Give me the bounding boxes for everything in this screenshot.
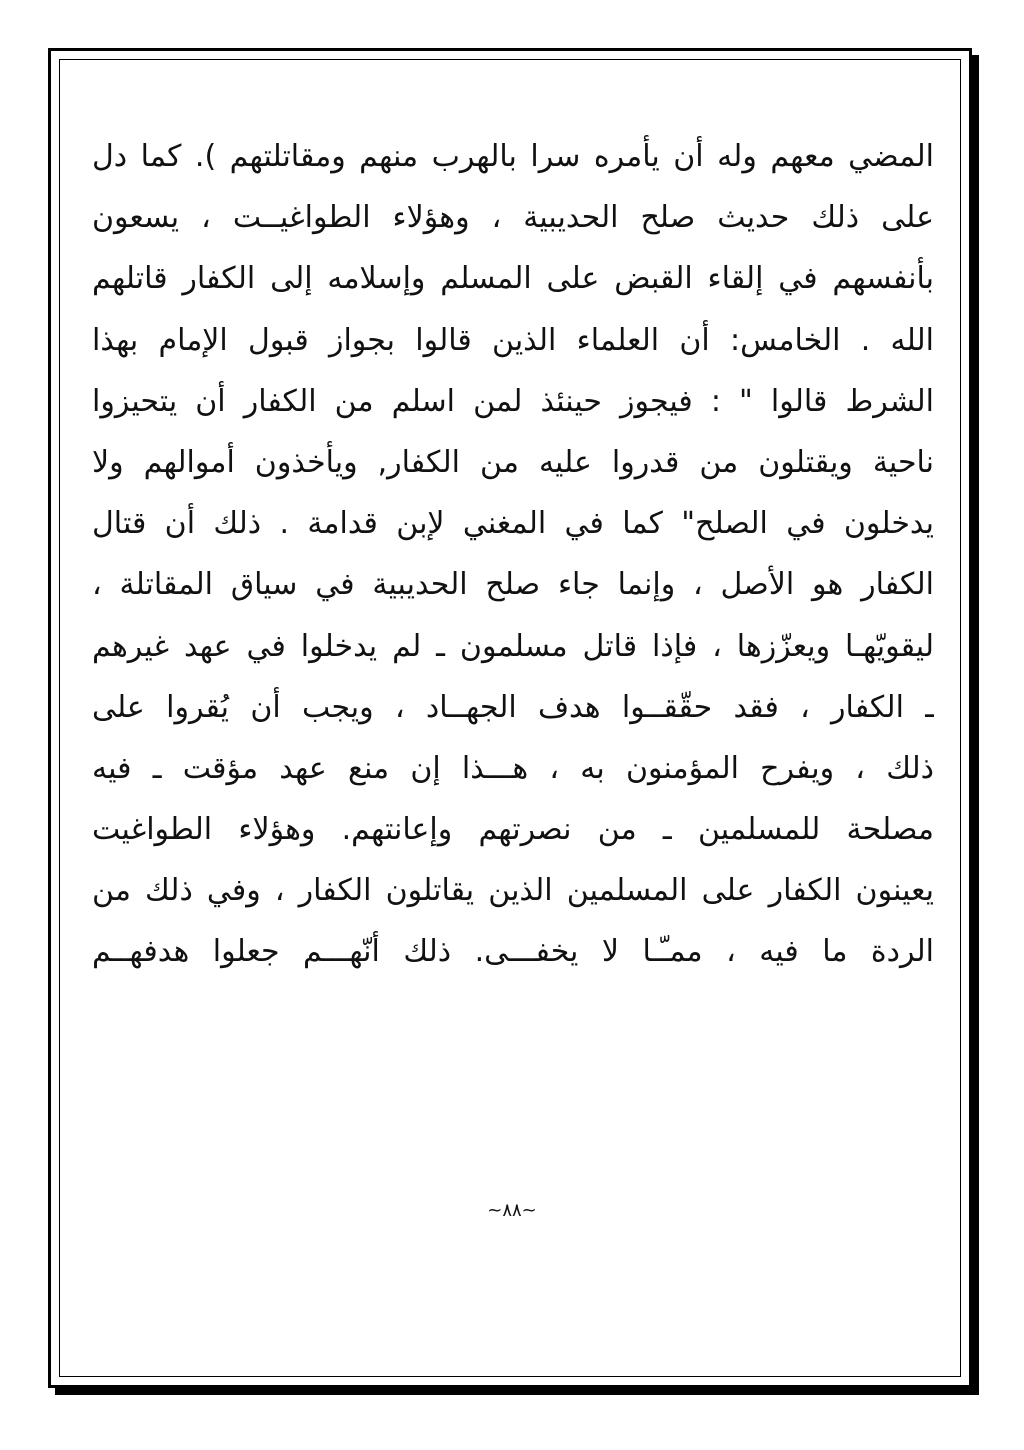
text-line: مصلحة للمسلمين ـ من نصرتهم وإعانتهم. وهؤلاء الطواغيت (92, 812, 934, 848)
body-text (92, 126, 934, 983)
text-line: ناحية ويقتلون من قدروا عليه من الكفار, ويأخذون أموالهم ولا (92, 444, 934, 480)
text-line: الشرط قالوا " : فيجوز حينئذ لمن اسلم من الكفار أن يتحيزوا (92, 383, 934, 419)
text-line: ليقويّهـا ويعزّزها ، فإذا قاتل مسلمون ـ لم يدخلوا في عهد غيرهم (92, 628, 934, 664)
text-line: ـ الكفار ، فقد حقّقــوا هدف الجهــاد ، ويجب أن يُقروا على (92, 689, 934, 725)
text-line: الردة ما فيه ، ممـّـا لا يخفـــى. ذلك أنّهـــم جعلوا هدفهــم (92, 934, 934, 970)
text-line: الله . الخامس: أن العلماء الذين قالوا بجواز قبول الإمام بهذا (92, 322, 934, 358)
text-line: الكفار هو الأصل ، وإنما جاء صلح الحديبية في سياق المقاتلة ، (92, 567, 934, 603)
page-number: ~٨٨~ (487, 1200, 537, 1221)
text-line: على ذلك حديث صلح الحديبية ، وهؤلاء الطواغيــت ، يسعون (92, 200, 934, 236)
text-line: يدخلون في الصلح" كما في المغني لإبن قدامة . ذلك أن قتال (92, 506, 934, 542)
text-line: يعينون الكفار على المسلمين الذين يقاتلون الكفار ، وفي ذلك من (92, 873, 934, 909)
text-line: ذلك ، ويفرح المؤمنون به ، هـــذا إن منع عهد مؤقت ـ فيه (92, 750, 934, 786)
text-line: المضي معهم وله أن يأمره سرا بالهرب منهم ومقاتلتهم ). كما دل (92, 139, 934, 174)
text-line: بأنفسهم في إلقاء القبض على المسلم وإسلامه إلى الكفار قاتلهم (92, 261, 934, 297)
